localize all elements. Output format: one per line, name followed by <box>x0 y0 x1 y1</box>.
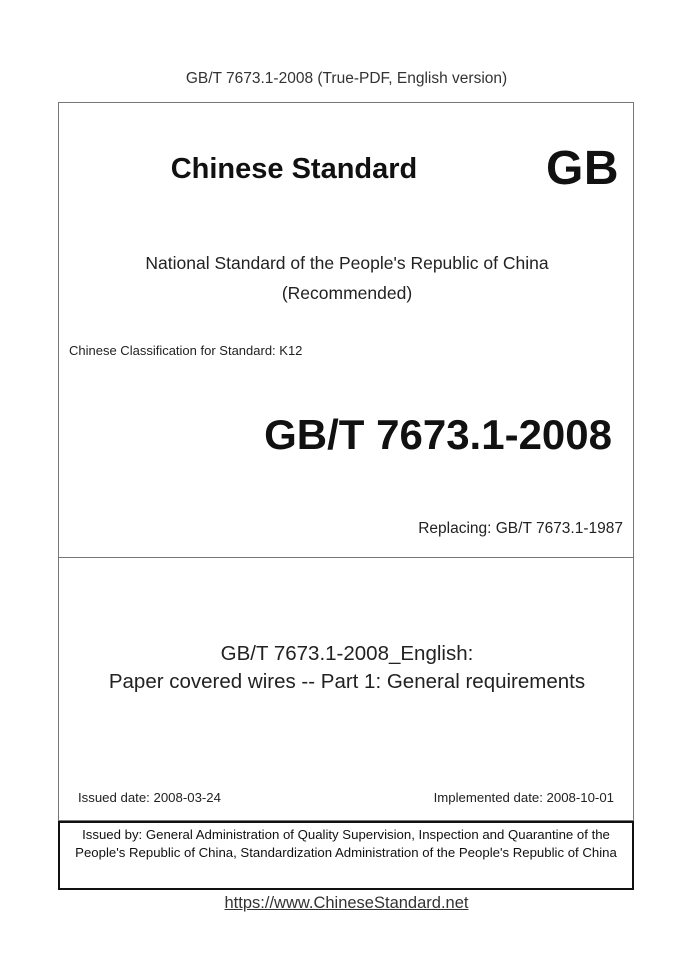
recommended-label: (Recommended) <box>281 283 413 303</box>
cover-panel <box>58 102 634 557</box>
subject-panel <box>58 557 634 821</box>
standard-number: GB/T 7673.1-2008 <box>264 411 612 458</box>
replacing-label: Replacing: GB/T 7673.1-1987 <box>418 520 623 537</box>
classification-label: Chinese Classification for Standard: K12 <box>69 343 303 358</box>
national-standard-label: National Standard of the People's Republic of China <box>145 253 549 273</box>
gb-mark: GB <box>546 142 619 195</box>
subject-title: Paper covered wires -- Part 1: General requirements <box>108 670 586 693</box>
website-link[interactable]: https://www.ChineseStandard.net <box>224 894 469 912</box>
issuer-text: Issued by: General Administration of Quality Supervision, Inspection and Quarantine of the People's Republic of China, Standardization Administration of the People's Republic of China <box>75 827 617 860</box>
footer <box>0 894 693 913</box>
issuer-panel <box>58 821 634 890</box>
english-title: GB/T 7673.1-2008_English: <box>220 642 474 665</box>
implemented-date: Implemented date: 2008-10-01 <box>433 790 614 805</box>
issued-date: Issued date: 2008-03-24 <box>78 790 221 805</box>
cover-title: Chinese Standard <box>170 153 418 185</box>
document-header: GB/T 7673.1-2008 (True-PDF, English version) <box>185 70 508 87</box>
